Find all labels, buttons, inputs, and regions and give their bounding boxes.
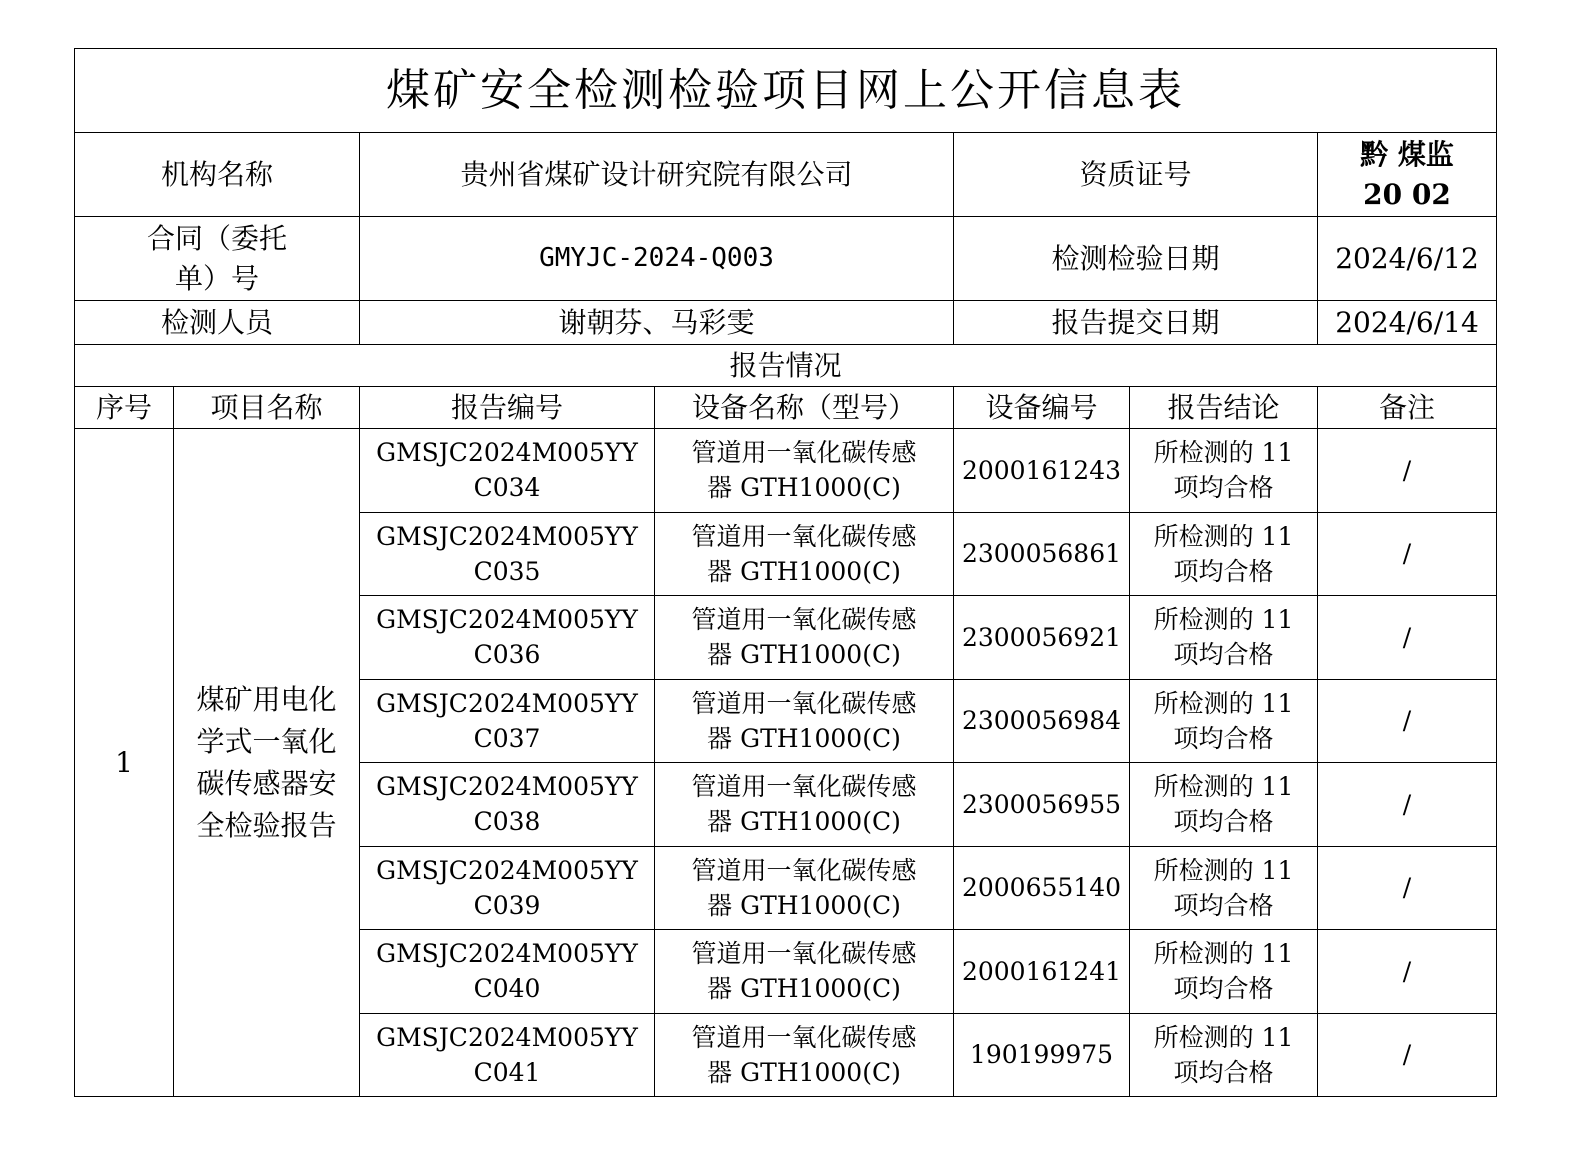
device-name-cell: [655, 679, 954, 763]
device-name-cell: [655, 1013, 954, 1097]
device-name-cell: [655, 512, 954, 596]
cert-value: [1318, 133, 1497, 217]
report-no-line1: GMSJC2024M005YY: [376, 1022, 638, 1052]
device-line2: 器 GTH1000(C): [707, 1057, 901, 1087]
device-line1: 管道用一氧化碳传感: [691, 939, 917, 969]
conclusion-cell: [1130, 512, 1318, 596]
conclusion-line1: 所检测的 11: [1153, 939, 1294, 969]
report-no-line2: C041: [473, 1057, 541, 1087]
remark-cell: /: [1318, 679, 1497, 763]
org-label: 机构名称: [75, 133, 360, 217]
report-no-line1: GMSJC2024M005YY: [376, 772, 638, 802]
col-header-remark: 备注: [1318, 387, 1497, 429]
conclusion-line1: 所检测的 11: [1153, 688, 1294, 718]
conclusion-line2: 项均合格: [1173, 556, 1274, 586]
device-line2: 器 GTH1000(C): [707, 556, 901, 586]
device-line2: 器 GTH1000(C): [707, 723, 901, 753]
section-title: 报告情况: [75, 345, 1497, 387]
report-no-cell: [360, 679, 655, 763]
conclusion-line2: 项均合格: [1173, 640, 1274, 670]
report-no-cell: [360, 846, 655, 930]
conclusion-line2: 项均合格: [1173, 890, 1274, 920]
report-no-line1: GMSJC2024M005YY: [376, 438, 638, 468]
cert-label: 资质证号: [954, 133, 1318, 217]
report-no-line1: GMSJC2024M005YY: [376, 521, 638, 551]
conclusion-line1: 所检测的 11: [1153, 438, 1294, 468]
device-no-cell: 2300056984: [954, 679, 1130, 763]
report-no-line2: C039: [473, 890, 541, 920]
report-no-cell: [360, 596, 655, 680]
conclusion-cell: [1130, 679, 1318, 763]
device-line2: 器 GTH1000(C): [707, 473, 901, 503]
device-line1: 管道用一氧化碳传感: [691, 688, 917, 718]
cert-value-line1: 黔 煤监: [1360, 138, 1454, 172]
staff-label: 检测人员: [75, 301, 360, 345]
report-no-line2: C040: [473, 974, 541, 1004]
remark-cell: /: [1318, 846, 1497, 930]
project-line: 碳传感器安: [196, 766, 337, 800]
report-no-cell: [360, 763, 655, 847]
report-no-line1: GMSJC2024M005YY: [376, 688, 638, 718]
report-no-line2: C034: [473, 473, 541, 503]
remark-cell: /: [1318, 596, 1497, 680]
conclusion-line1: 所检测的 11: [1153, 605, 1294, 635]
conclusion-line1: 所检测的 11: [1153, 521, 1294, 551]
conclusion-line2: 项均合格: [1173, 807, 1274, 837]
device-line2: 器 GTH1000(C): [707, 974, 901, 1004]
project-line: 煤矿用电化: [196, 682, 337, 716]
page-title: 煤矿安全检测检验项目网上公开信息表: [75, 49, 1497, 133]
device-name-cell: [655, 930, 954, 1014]
conclusion-line2: 项均合格: [1173, 1057, 1274, 1087]
device-name-cell: [655, 846, 954, 930]
report-date-label: 报告提交日期: [954, 301, 1318, 345]
project-line: 全检验报告: [196, 808, 337, 842]
remark-cell: /: [1318, 763, 1497, 847]
test-date-value: 2024/6/12: [1318, 217, 1497, 301]
report-no-cell: [360, 1013, 655, 1097]
device-name-cell: [655, 596, 954, 680]
org-value: 贵州省煤矿设计研究院有限公司: [360, 133, 954, 217]
report-date-value: 2024/6/14: [1318, 301, 1497, 345]
conclusion-line2: 项均合格: [1173, 974, 1274, 1004]
remark-cell: /: [1318, 429, 1497, 513]
device-line2: 器 GTH1000(C): [707, 807, 901, 837]
device-no-cell: 190199975: [954, 1013, 1130, 1097]
device-line2: 器 GTH1000(C): [707, 640, 901, 670]
conclusion-cell: [1130, 429, 1318, 513]
report-no-cell: [360, 930, 655, 1014]
device-line1: 管道用一氧化碳传感: [691, 855, 917, 885]
group-project: [174, 429, 360, 1097]
col-header-report-no: 报告编号: [360, 387, 655, 429]
conclusion-line1: 所检测的 11: [1153, 1022, 1294, 1052]
col-header-conclusion: 报告结论: [1130, 387, 1318, 429]
contract-value: GMYJC-2024-Q003: [360, 217, 954, 301]
device-line1: 管道用一氧化碳传感: [691, 438, 917, 468]
contract-label-line2: 单）号: [174, 261, 259, 295]
contract-label: [75, 217, 360, 301]
remark-cell: /: [1318, 930, 1497, 1014]
report-no-line2: C038: [473, 807, 541, 837]
col-header-seq: 序号: [75, 387, 174, 429]
report-no-line1: GMSJC2024M005YY: [376, 855, 638, 885]
report-no-line1: GMSJC2024M005YY: [376, 939, 638, 969]
cert-value-line2: 20 02: [1363, 177, 1451, 211]
contract-label-line1: 合同（委托: [146, 222, 287, 256]
device-no-cell: 2300056861: [954, 512, 1130, 596]
conclusion-line2: 项均合格: [1173, 473, 1274, 503]
report-no-line2: C037: [473, 723, 541, 753]
group-seq: 1: [75, 429, 174, 1097]
col-header-device-name: 设备名称（型号）: [655, 387, 954, 429]
project-line: 学式一氧化: [196, 724, 337, 758]
device-name-cell: [655, 763, 954, 847]
device-no-cell: 2300056921: [954, 596, 1130, 680]
col-header-project: 项目名称: [174, 387, 360, 429]
col-header-device-no: 设备编号: [954, 387, 1130, 429]
device-no-cell: 2300056955: [954, 763, 1130, 847]
report-no-line2: C036: [473, 640, 541, 670]
conclusion-cell: [1130, 763, 1318, 847]
device-no-cell: 2000161241: [954, 930, 1130, 1014]
device-line2: 器 GTH1000(C): [707, 890, 901, 920]
report-no-line1: GMSJC2024M005YY: [376, 605, 638, 635]
table-row: [75, 429, 1497, 513]
test-date-label: 检测检验日期: [954, 217, 1318, 301]
device-no-cell: 2000161243: [954, 429, 1130, 513]
remark-cell: /: [1318, 1013, 1497, 1097]
report-no-cell: [360, 512, 655, 596]
conclusion-cell: [1130, 846, 1318, 930]
device-line1: 管道用一氧化碳传感: [691, 605, 917, 635]
report-no-line2: C035: [473, 556, 541, 586]
conclusion-cell: [1130, 596, 1318, 680]
conclusion-line2: 项均合格: [1173, 723, 1274, 753]
remark-cell: /: [1318, 512, 1497, 596]
device-name-cell: [655, 429, 954, 513]
device-line1: 管道用一氧化碳传感: [691, 772, 917, 802]
device-line1: 管道用一氧化碳传感: [691, 1022, 917, 1052]
staff-value: 谢朝芬、马彩雯: [360, 301, 954, 345]
conclusion-cell: [1130, 930, 1318, 1014]
conclusion-line1: 所检测的 11: [1153, 772, 1294, 802]
report-no-cell: [360, 429, 655, 513]
conclusion-line1: 所检测的 11: [1153, 855, 1294, 885]
info-table: [74, 48, 1497, 1097]
conclusion-cell: [1130, 1013, 1318, 1097]
device-line1: 管道用一氧化碳传感: [691, 521, 917, 551]
device-no-cell: 2000655140: [954, 846, 1130, 930]
